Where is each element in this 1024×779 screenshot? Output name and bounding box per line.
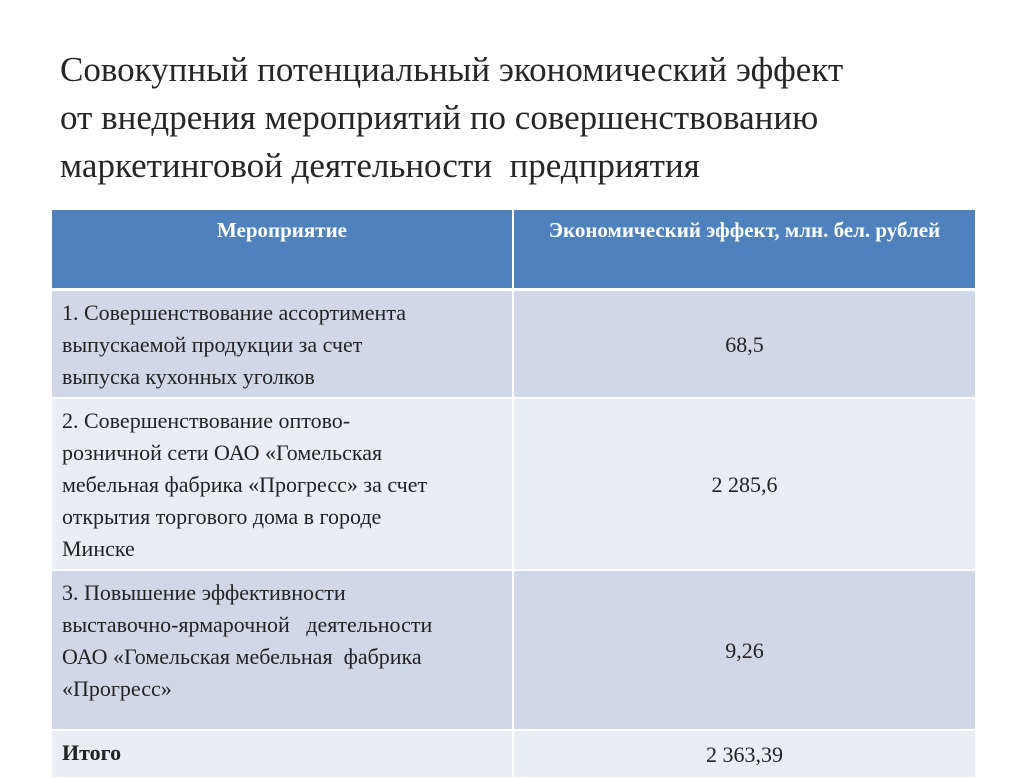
measure-text-line: мебельная фабрика «Прогресс» за счет — [62, 472, 428, 497]
header-measure: Мероприятие — [52, 210, 513, 290]
title-line: маркетинговой деятельности предприятия — [60, 146, 700, 185]
measure-text-line: 1. Совершенствование ассортимента — [62, 300, 406, 325]
total-label: Итого — [52, 730, 513, 778]
measure-text-line: 3. Повышение эффективности — [62, 580, 346, 605]
title-line: Совокупный потенциальный экономический эффект — [60, 50, 844, 89]
measure-cell — [52, 570, 513, 730]
economic-effect-table — [52, 210, 975, 779]
total-value: 2 363,39 — [513, 730, 975, 778]
title-line: от внедрения мероприятий по совершенствованию — [60, 98, 819, 137]
table-row — [52, 398, 975, 570]
effect-value-cell: 9,26 — [513, 570, 975, 730]
measure-text-line: выпуска кухонных уголков — [62, 364, 315, 389]
total-row — [52, 730, 975, 778]
measure-text-line: «Прогресс» — [62, 676, 172, 701]
measure-text-line: Минске — [62, 536, 135, 561]
measure-text-line: 2. Совершенствование оптово- — [62, 408, 351, 433]
slide-title — [60, 46, 980, 190]
measure-cell — [52, 290, 513, 399]
effect-value-cell: 68,5 — [513, 290, 975, 399]
measure-cell — [52, 398, 513, 570]
table-header-row — [52, 210, 975, 290]
table-row — [52, 570, 975, 730]
measure-text-line: выставочно-ярмарочной деятельности — [62, 612, 433, 637]
header-effect: Экономический эффект, млн. бел. рублей — [513, 210, 975, 290]
measure-text-line: розничной сети ОАО «Гомельская — [62, 440, 383, 465]
measure-text-line: выпускаемой продукции за счет — [62, 332, 363, 357]
table-row — [52, 290, 975, 399]
measure-text-line: ОАО «Гомельская мебельная фабрика — [62, 644, 422, 669]
effect-value-cell: 2 285,6 — [513, 398, 975, 570]
measure-text-line: открытия торгового дома в городе — [62, 504, 382, 529]
